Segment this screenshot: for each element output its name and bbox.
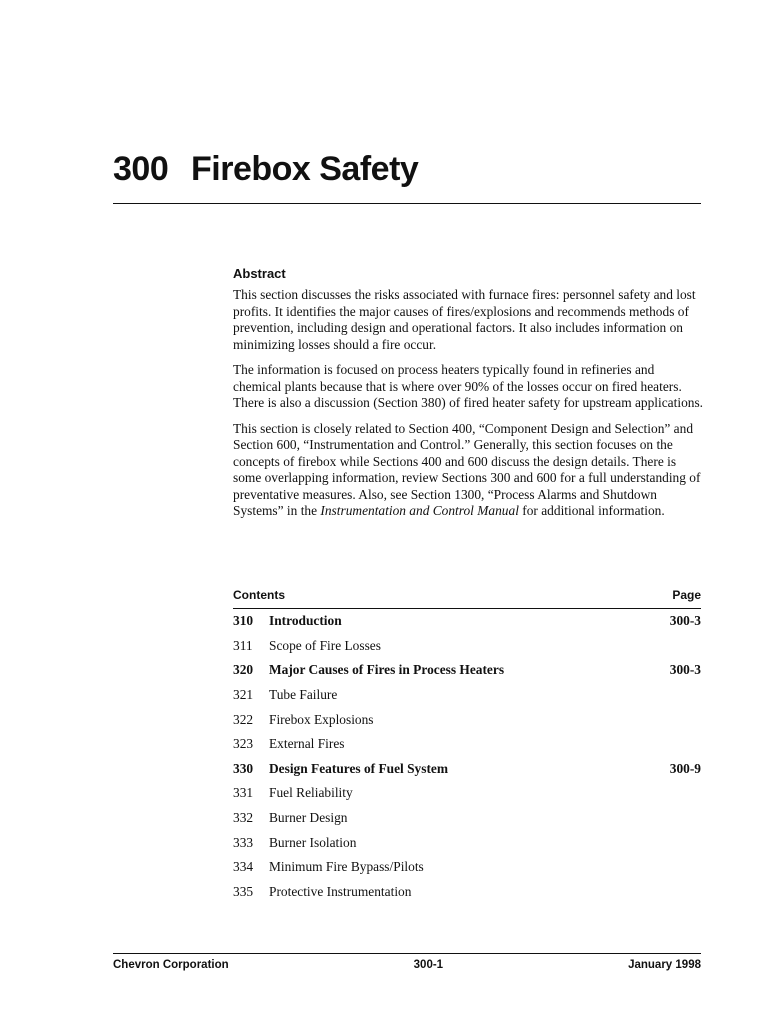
toc-row[interactable]	[233, 634, 701, 659]
toc-number: 322	[233, 711, 254, 727]
abstract-p3-text-2: for additional information.	[518, 503, 665, 518]
toc-title: Firebox Explosions	[269, 711, 374, 727]
toc-header	[233, 588, 701, 609]
toc-title: Protective Instrumentation	[269, 883, 412, 899]
toc-number: 332	[233, 810, 254, 826]
toc-number: 334	[233, 859, 254, 875]
footer-company: Chevron Corporation	[113, 959, 229, 971]
toc-title: Scope of Fire Losses	[269, 637, 381, 653]
toc-page: 300-3	[669, 613, 701, 629]
page-footer	[113, 959, 701, 971]
abstract-heading: Abstract	[233, 266, 286, 281]
manual-title: Instrumentation and Control Manual	[320, 503, 519, 518]
abstract-paragraph-1: This section discusses the risks associated with furnace fires: personnel safety and lost profits. It identifies the major causes of fires/explosions and recommends methods of prevention, including design and operational factors. It also includes information on minimizing losses should a fire occur.	[233, 287, 696, 352]
footer-page-number: 300-1	[413, 959, 444, 971]
abstract-section	[233, 266, 703, 529]
footer-rule	[113, 953, 701, 954]
toc-title: Design Features of Fuel System	[269, 760, 449, 776]
toc-number: 331	[233, 785, 254, 801]
toc-number: 333	[233, 834, 254, 850]
toc-number: 323	[233, 736, 254, 752]
toc-number: 311	[233, 637, 253, 653]
toc-row[interactable]	[233, 658, 701, 683]
toc-number: 335	[233, 883, 254, 899]
toc-row[interactable]	[233, 609, 701, 634]
toc-title: External Fires	[269, 736, 345, 752]
abstract-paragraph-2: The information is focused on process heaters typically found in refineries and chemical plants because that is where over 90% of the losses occur on fired heaters. There is also a discussion (Section 380) of fired heater safety for upstream applications.	[233, 362, 704, 410]
toc-number: 330	[233, 760, 254, 776]
toc-number: 320	[233, 662, 254, 678]
page-title	[113, 150, 418, 189]
toc-row[interactable]	[233, 855, 701, 880]
section-number: 300	[113, 150, 169, 188]
toc-title: Burner Isolation	[269, 834, 357, 850]
abstract-p3-text-1: This section is closely related to Section 400, “Component Design and Selection” and Section 600, “Instrumentation and Control.” Generally, this section focuses on the concepts of firebox while Sections 400 and 600 discuss the design details. There is some overlapping information, review Sections 300 and 600 for a full understanding of preventative measures. Also, see Section 1300, “Process Alarms and Shutdown Systems” in the	[233, 420, 701, 518]
title-rule	[113, 203, 701, 204]
abstract-paragraph-3	[233, 421, 703, 520]
toc-title: Introduction	[269, 613, 342, 629]
contents-heading: Contents	[233, 588, 285, 602]
toc-page: 300-9	[669, 760, 701, 776]
footer-date: January 1998	[628, 959, 701, 971]
toc-row[interactable]	[233, 781, 701, 806]
toc-row[interactable]	[233, 707, 701, 732]
toc-row[interactable]	[233, 880, 701, 905]
toc-page: 300-3	[669, 662, 701, 678]
toc-row[interactable]	[233, 806, 701, 831]
page-heading: Page	[672, 588, 701, 602]
toc-row[interactable]	[233, 830, 701, 855]
table-of-contents	[233, 588, 701, 904]
toc-number: 310	[233, 613, 254, 629]
toc-title: Major Causes of Fires in Process Heaters	[269, 662, 505, 678]
toc-title: Minimum Fire Bypass/Pilots	[269, 859, 424, 875]
toc-title: Tube Failure	[269, 687, 338, 703]
toc-number: 321	[233, 687, 254, 703]
toc-row[interactable]	[233, 683, 701, 708]
toc-row[interactable]	[233, 757, 701, 782]
toc-title: Burner Design	[269, 810, 348, 826]
section-title: Firebox Safety	[191, 150, 419, 188]
toc-title: Fuel Reliability	[269, 785, 353, 801]
toc-row[interactable]	[233, 732, 701, 757]
